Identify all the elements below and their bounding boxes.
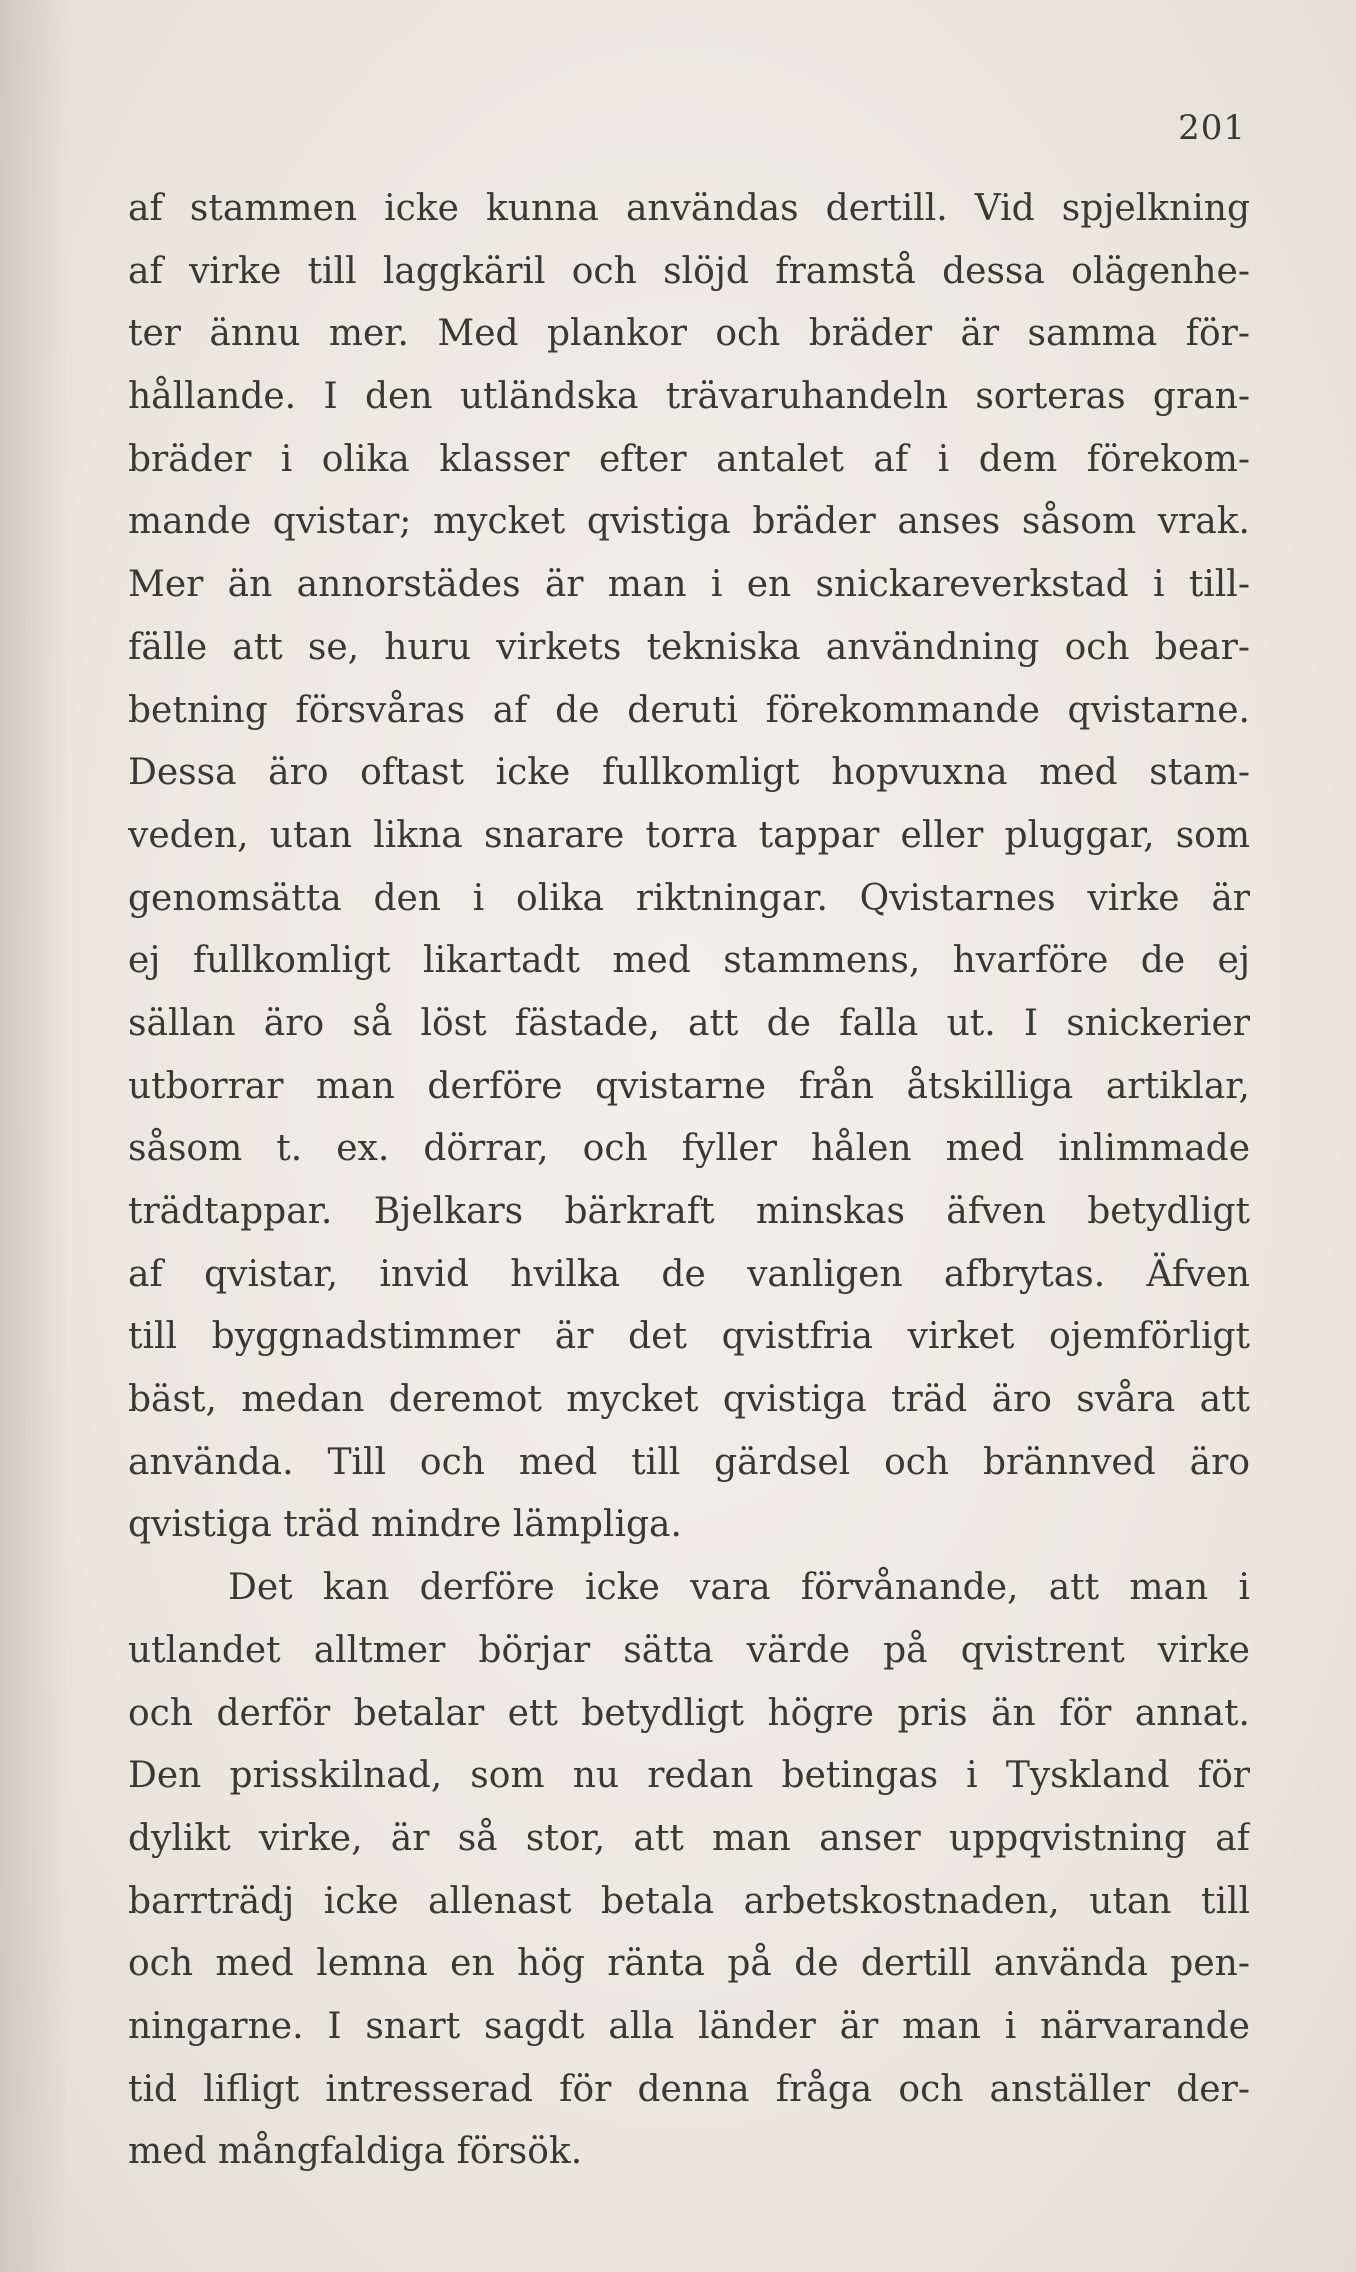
text-line: bäst, medan deremot mycket qvistiga träd äro svåra att	[128, 1379, 1250, 1421]
text-line: använda. Till och med till gärdsel och brännved äro	[128, 1441, 1250, 1483]
text-line: hållande. I den utländska trävaruhandeln sorteras gran-	[128, 376, 1250, 418]
text-line: betning försvåras af de deruti förekommande qvistarne.	[128, 689, 1250, 731]
text-line: såsom t. ex. dörrar, och fyller hålen med inlimmade	[128, 1128, 1250, 1170]
text-line: och med lemna en hög ränta på de dertill använda pen-	[128, 1943, 1250, 1985]
text-line: trädtappar. Bjelkars bärkraft minskas äfven betydligt	[128, 1191, 1250, 1232]
body-text	[128, 178, 1250, 2184]
text-line: Dessa äro oftast icke fullkomligt hopvuxna med stam-	[128, 752, 1250, 794]
text-line: dylikt virke, är så stor, att man anser uppqvistning af	[128, 1817, 1250, 1859]
text-line: till byggnadstimmer är det qvistfria virket ojemförligt	[128, 1316, 1250, 1358]
text-line: ningarne. I snart sagdt alla länder är man i närvarande	[128, 2005, 1250, 2047]
text-line: ter ännu mer. Med plankor och bräder är samma för-	[128, 313, 1250, 355]
text-line: Det kan derföre icke vara förvånande, att man i	[228, 1567, 1250, 1609]
page-number: 201	[1178, 108, 1246, 148]
text-line: med mångfaldiga försök.	[128, 2131, 583, 2173]
text-line: utlandet alltmer börjar sätta värde på qvistrent virke	[128, 1629, 1250, 1671]
text-line: Den prisskilnad, som nu redan betingas i Tyskland för	[128, 1755, 1250, 1797]
binding-shadow	[0, 0, 70, 2272]
text-line: utborrar man derföre qvistarne från åtskilliga artiklar,	[128, 1065, 1250, 1107]
text-line: fälle att se, huru virkets tekniska användning och bear-	[128, 626, 1250, 668]
text-line: Mer än annorstädes är man i en snickareverkstad i till-	[128, 564, 1250, 606]
text-line: mande qvistar; mycket qvistiga bräder anses såsom vrak.	[128, 501, 1250, 543]
text-line: bräder i olika klasser efter antalet af i dem förekom-	[128, 438, 1250, 480]
text-line: tid lifligt intresserad för denna fråga och anställer der-	[128, 2068, 1250, 2110]
text-line: veden, utan likna snarare torra tappar eller pluggar, som	[128, 814, 1250, 856]
text-line: barrträdj icke allenast betala arbetskostnaden, utan till	[128, 1880, 1250, 1922]
text-line: af qvistar, invid hvilka de vanligen afbrytas. Äfven	[128, 1253, 1250, 1295]
text-line: af stammen icke kunna användas dertill. Vid spjelkning	[128, 188, 1250, 229]
text-line: genomsätta den i olika riktningar. Qvistarnes virke är	[128, 877, 1250, 919]
text-line: och derför betalar ett betydligt högre pris än för annat.	[128, 1692, 1250, 1734]
text-line: ej fullkomligt likartadt med stammens, hvarföre de ej	[128, 940, 1250, 982]
text-line: af virke till laggkäril och slöjd framstå dessa olägenhe-	[128, 250, 1250, 292]
text-line: sällan äro så löst fästade, att de falla ut. I snickerier	[128, 1002, 1250, 1044]
text-line: qvistiga träd mindre lämpliga.	[128, 1504, 682, 1546]
